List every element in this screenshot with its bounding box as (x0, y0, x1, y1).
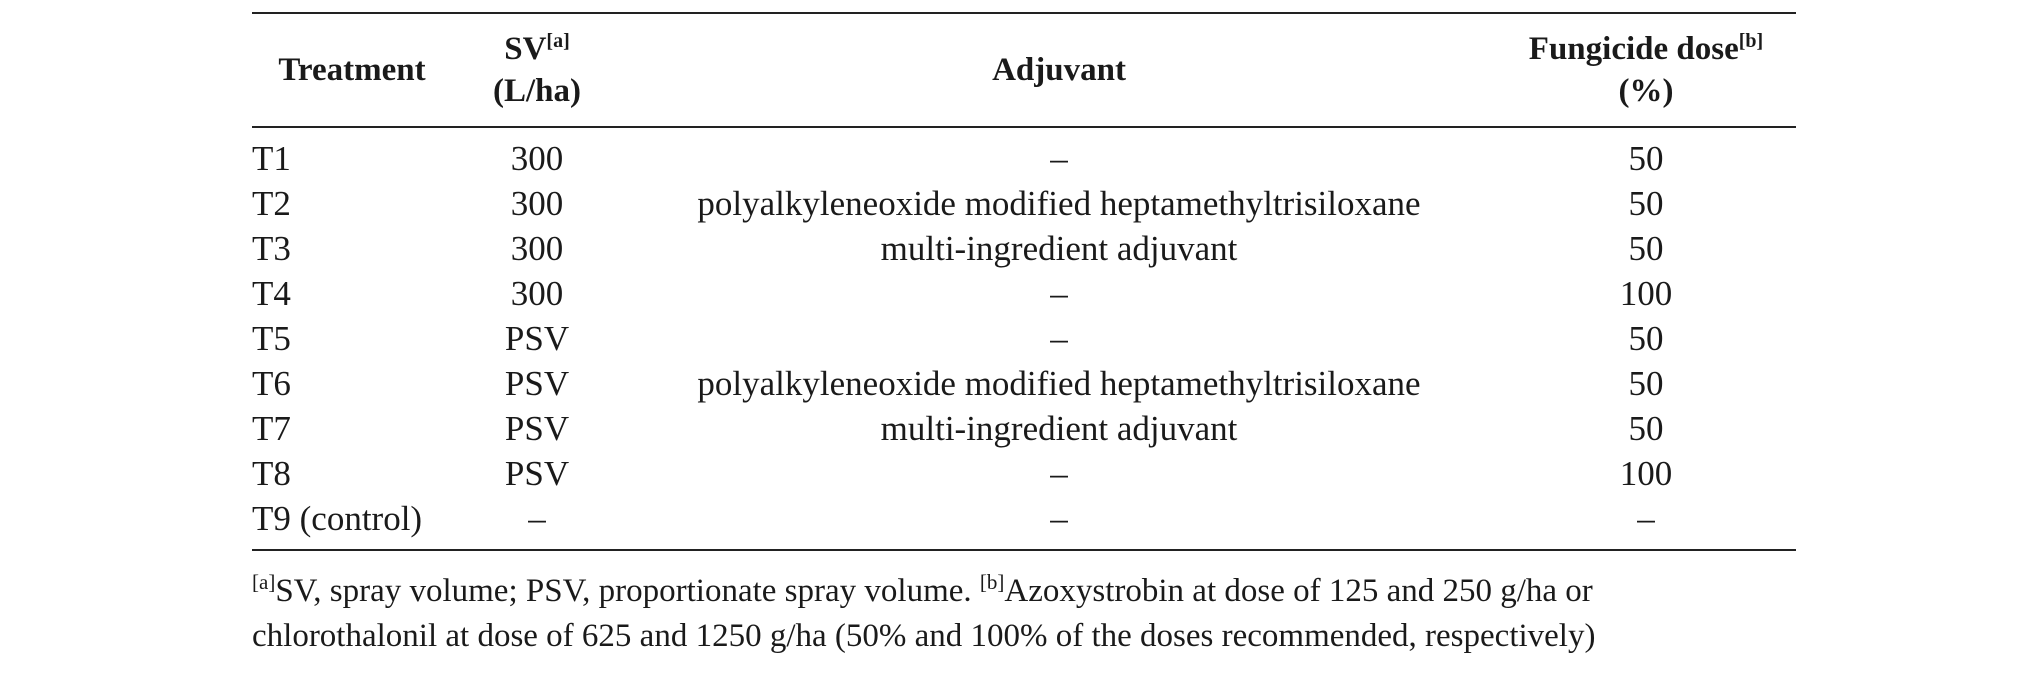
cell-dose: 50 (1628, 139, 1664, 178)
cell-dose: 100 (1619, 274, 1673, 313)
cell-treatment: T8 (252, 454, 291, 493)
cell-treatment: T2 (252, 184, 291, 223)
table-row (252, 271, 1796, 316)
header-dose-label: Fungicide dose (1528, 31, 1739, 67)
cell-dose: 100 (1619, 454, 1673, 493)
footnote-b-mark: [b] (979, 570, 1005, 594)
footnote-b-text: Azoxystrobin at dose of 125 and 250 g/ha or (1004, 573, 1593, 609)
header-adjuvant (622, 13, 1496, 127)
cell-dose: 50 (1628, 184, 1664, 223)
cell-adjuvant: – (1050, 319, 1068, 358)
cell-treatment: T3 (252, 229, 291, 268)
treatments-table (252, 12, 1796, 551)
footnote-line-1 (252, 569, 1796, 614)
table-row (252, 127, 1796, 181)
cell-adjuvant: multi-ingredient adjuvant (880, 409, 1238, 448)
header-treatment-label: Treatment (278, 52, 426, 88)
header-dose (1496, 13, 1796, 127)
cell-dose: 50 (1628, 319, 1664, 358)
header-row (252, 13, 1796, 127)
cell-adjuvant: – (1050, 454, 1068, 493)
cell-sv: – (528, 499, 546, 538)
cell-sv: 300 (510, 139, 564, 178)
footnote-a-text: SV, spray volume; PSV, proportionate spray volume. (275, 573, 980, 609)
cell-sv: PSV (504, 409, 570, 448)
table-row (252, 316, 1796, 361)
cell-treatment: T6 (252, 364, 291, 403)
cell-adjuvant: multi-ingredient adjuvant (880, 229, 1238, 268)
table-row (252, 181, 1796, 226)
cell-treatment: T1 (252, 139, 291, 178)
header-adjuvant-label: Adjuvant (992, 52, 1126, 88)
table-row (252, 496, 1796, 550)
cell-adjuvant: – (1050, 139, 1068, 178)
table-document (252, 12, 1796, 659)
cell-dose: 50 (1628, 229, 1664, 268)
cell-treatment: T4 (252, 274, 291, 313)
table-footnote (252, 569, 1796, 659)
cell-dose: 50 (1628, 409, 1664, 448)
cell-sv: PSV (504, 454, 570, 493)
table-row (252, 406, 1796, 451)
footnote-a-mark: [a] (252, 570, 276, 594)
header-dose-unit: (%) (1618, 73, 1674, 109)
footnote-line-2: chlorothalonil at dose of 625 and 1250 g/ha (50% and 100% of the doses recommended, respectively) (252, 618, 1596, 654)
cell-adjuvant: polyalkyleneoxide modified heptamethyltrisiloxane (697, 184, 1421, 223)
footnote-mark-a: [a] (546, 30, 570, 52)
table-row (252, 226, 1796, 271)
cell-adjuvant: polyalkyleneoxide modified heptamethyltrisiloxane (697, 364, 1421, 403)
header-sv (452, 13, 622, 127)
cell-sv: 300 (510, 274, 564, 313)
cell-dose: – (1637, 499, 1655, 538)
header-sv-label: SV (504, 31, 547, 67)
footnote-mark-b: [b] (1738, 30, 1764, 52)
header-treatment (252, 13, 452, 127)
cell-dose: 50 (1628, 364, 1664, 403)
cell-adjuvant: – (1050, 274, 1068, 313)
header-sv-unit: (L/ha) (492, 73, 581, 109)
cell-sv: PSV (504, 319, 570, 358)
cell-sv: PSV (504, 364, 570, 403)
cell-treatment: T7 (252, 409, 291, 448)
table-row (252, 451, 1796, 496)
cell-treatment: T5 (252, 319, 291, 358)
cell-adjuvant: – (1050, 499, 1068, 538)
cell-sv: 300 (510, 229, 564, 268)
cell-sv: 300 (510, 184, 564, 223)
cell-treatment: T9 (control) (252, 499, 423, 538)
table-row (252, 361, 1796, 406)
